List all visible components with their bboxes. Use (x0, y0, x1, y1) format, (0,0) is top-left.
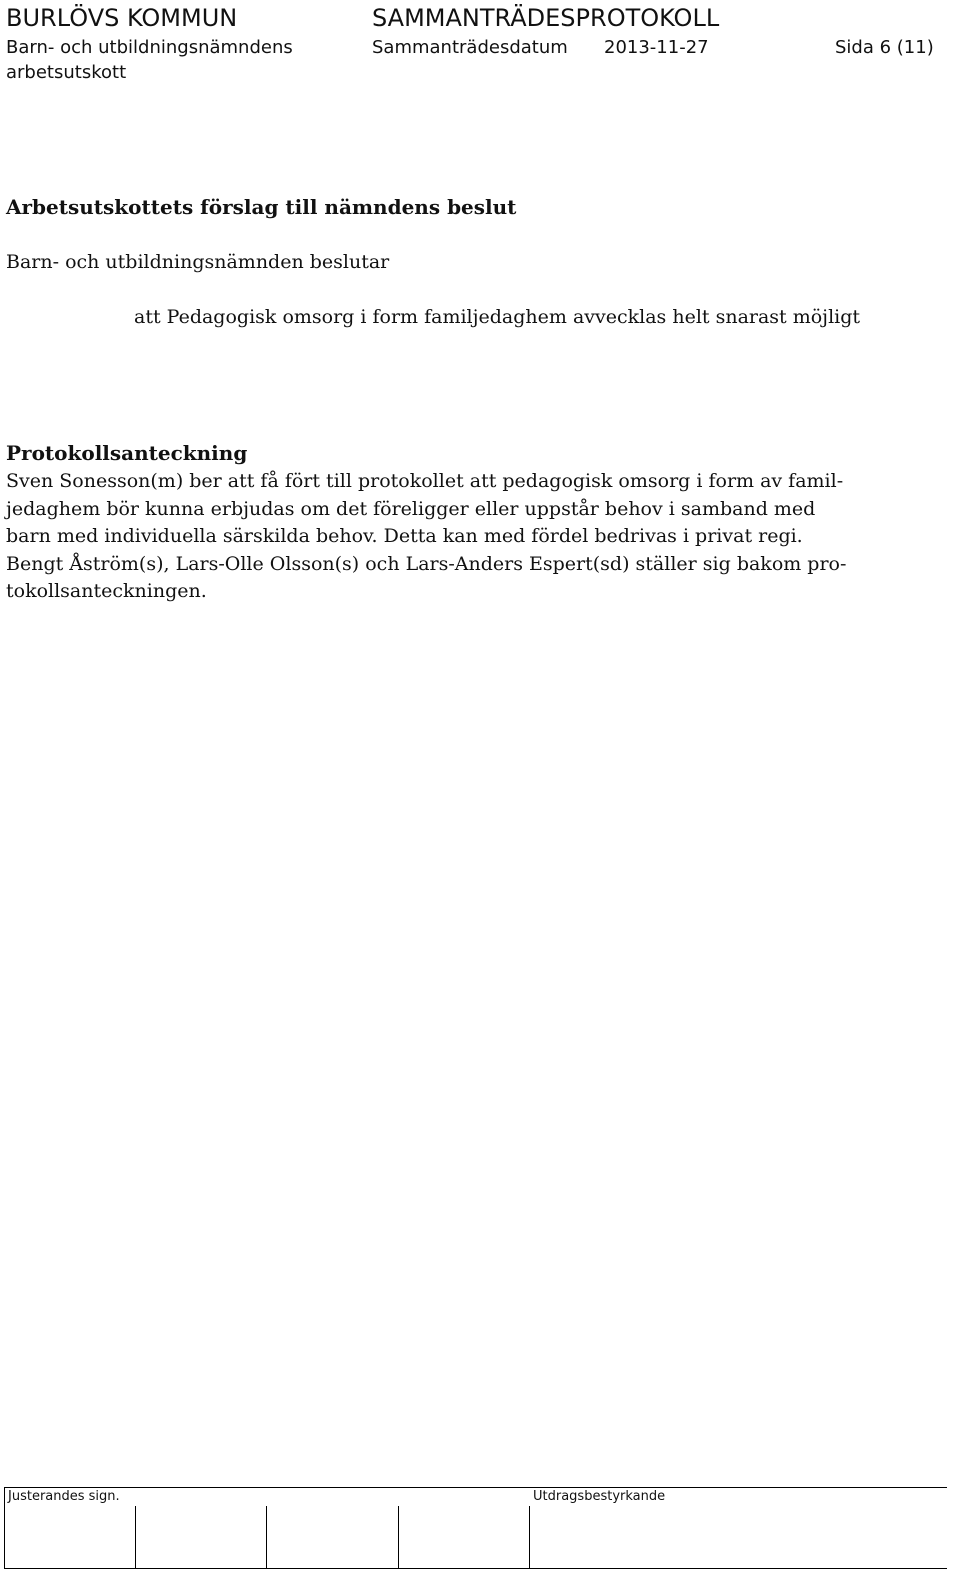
org-name: BURLÖVS KOMMUN (6, 4, 238, 32)
committee-name-line2: arbetsutskott (6, 62, 127, 83)
signature-box-divider (266, 1506, 267, 1568)
note-line: barn med individuella särskilda behov. Detta kan med fördel bedrivas i privat regi. (6, 525, 803, 547)
note-line: jedaghem bör kunna erbjudas om det föreligger eller uppstår behov i samband med (6, 497, 816, 520)
note-line: Bengt Åström(s), Lars-Olle Olsson(s) och Lars-Anders Espert(sd) ställer sig bakom pro- (6, 552, 847, 575)
signature-box-divider (135, 1506, 136, 1568)
signature-box-divider (529, 1506, 530, 1568)
proposal-decision: att Pedagogisk omsorg i form familjedaghem avvecklas helt snarast möjligt (134, 306, 861, 328)
signature-box-divider (398, 1506, 399, 1568)
page-number: Sida 6 (11) (835, 37, 934, 58)
extract-certification-label: Utdragsbestyrkande (533, 1489, 666, 1504)
note-line: Sven Sonesson(m) ber att få fört till protokollet att pedagogisk omsorg i form av famil- (6, 470, 844, 492)
proposal-heading: Arbetsutskottets förslag till nämndens beslut (6, 195, 517, 219)
proposal-intro: Barn- och utbildningsnämnden beslutar (6, 251, 390, 273)
committee-name: Barn- och utbildningsnämndens (6, 37, 293, 58)
signature-table-bottom-border (4, 1568, 947, 1569)
meeting-date-value: 2013-11-27 (604, 37, 709, 58)
adjusters-signature-label: Justerandes sign. (8, 1489, 120, 1504)
signature-table (4, 1487, 947, 1569)
document-type: SAMMANTRÄDESPROTOKOLL (372, 4, 720, 32)
meeting-date-label: Sammanträdesdatum (372, 37, 568, 58)
note-line: tokollsanteckningen. (6, 580, 207, 602)
note-heading: Protokollsanteckning (6, 441, 248, 465)
